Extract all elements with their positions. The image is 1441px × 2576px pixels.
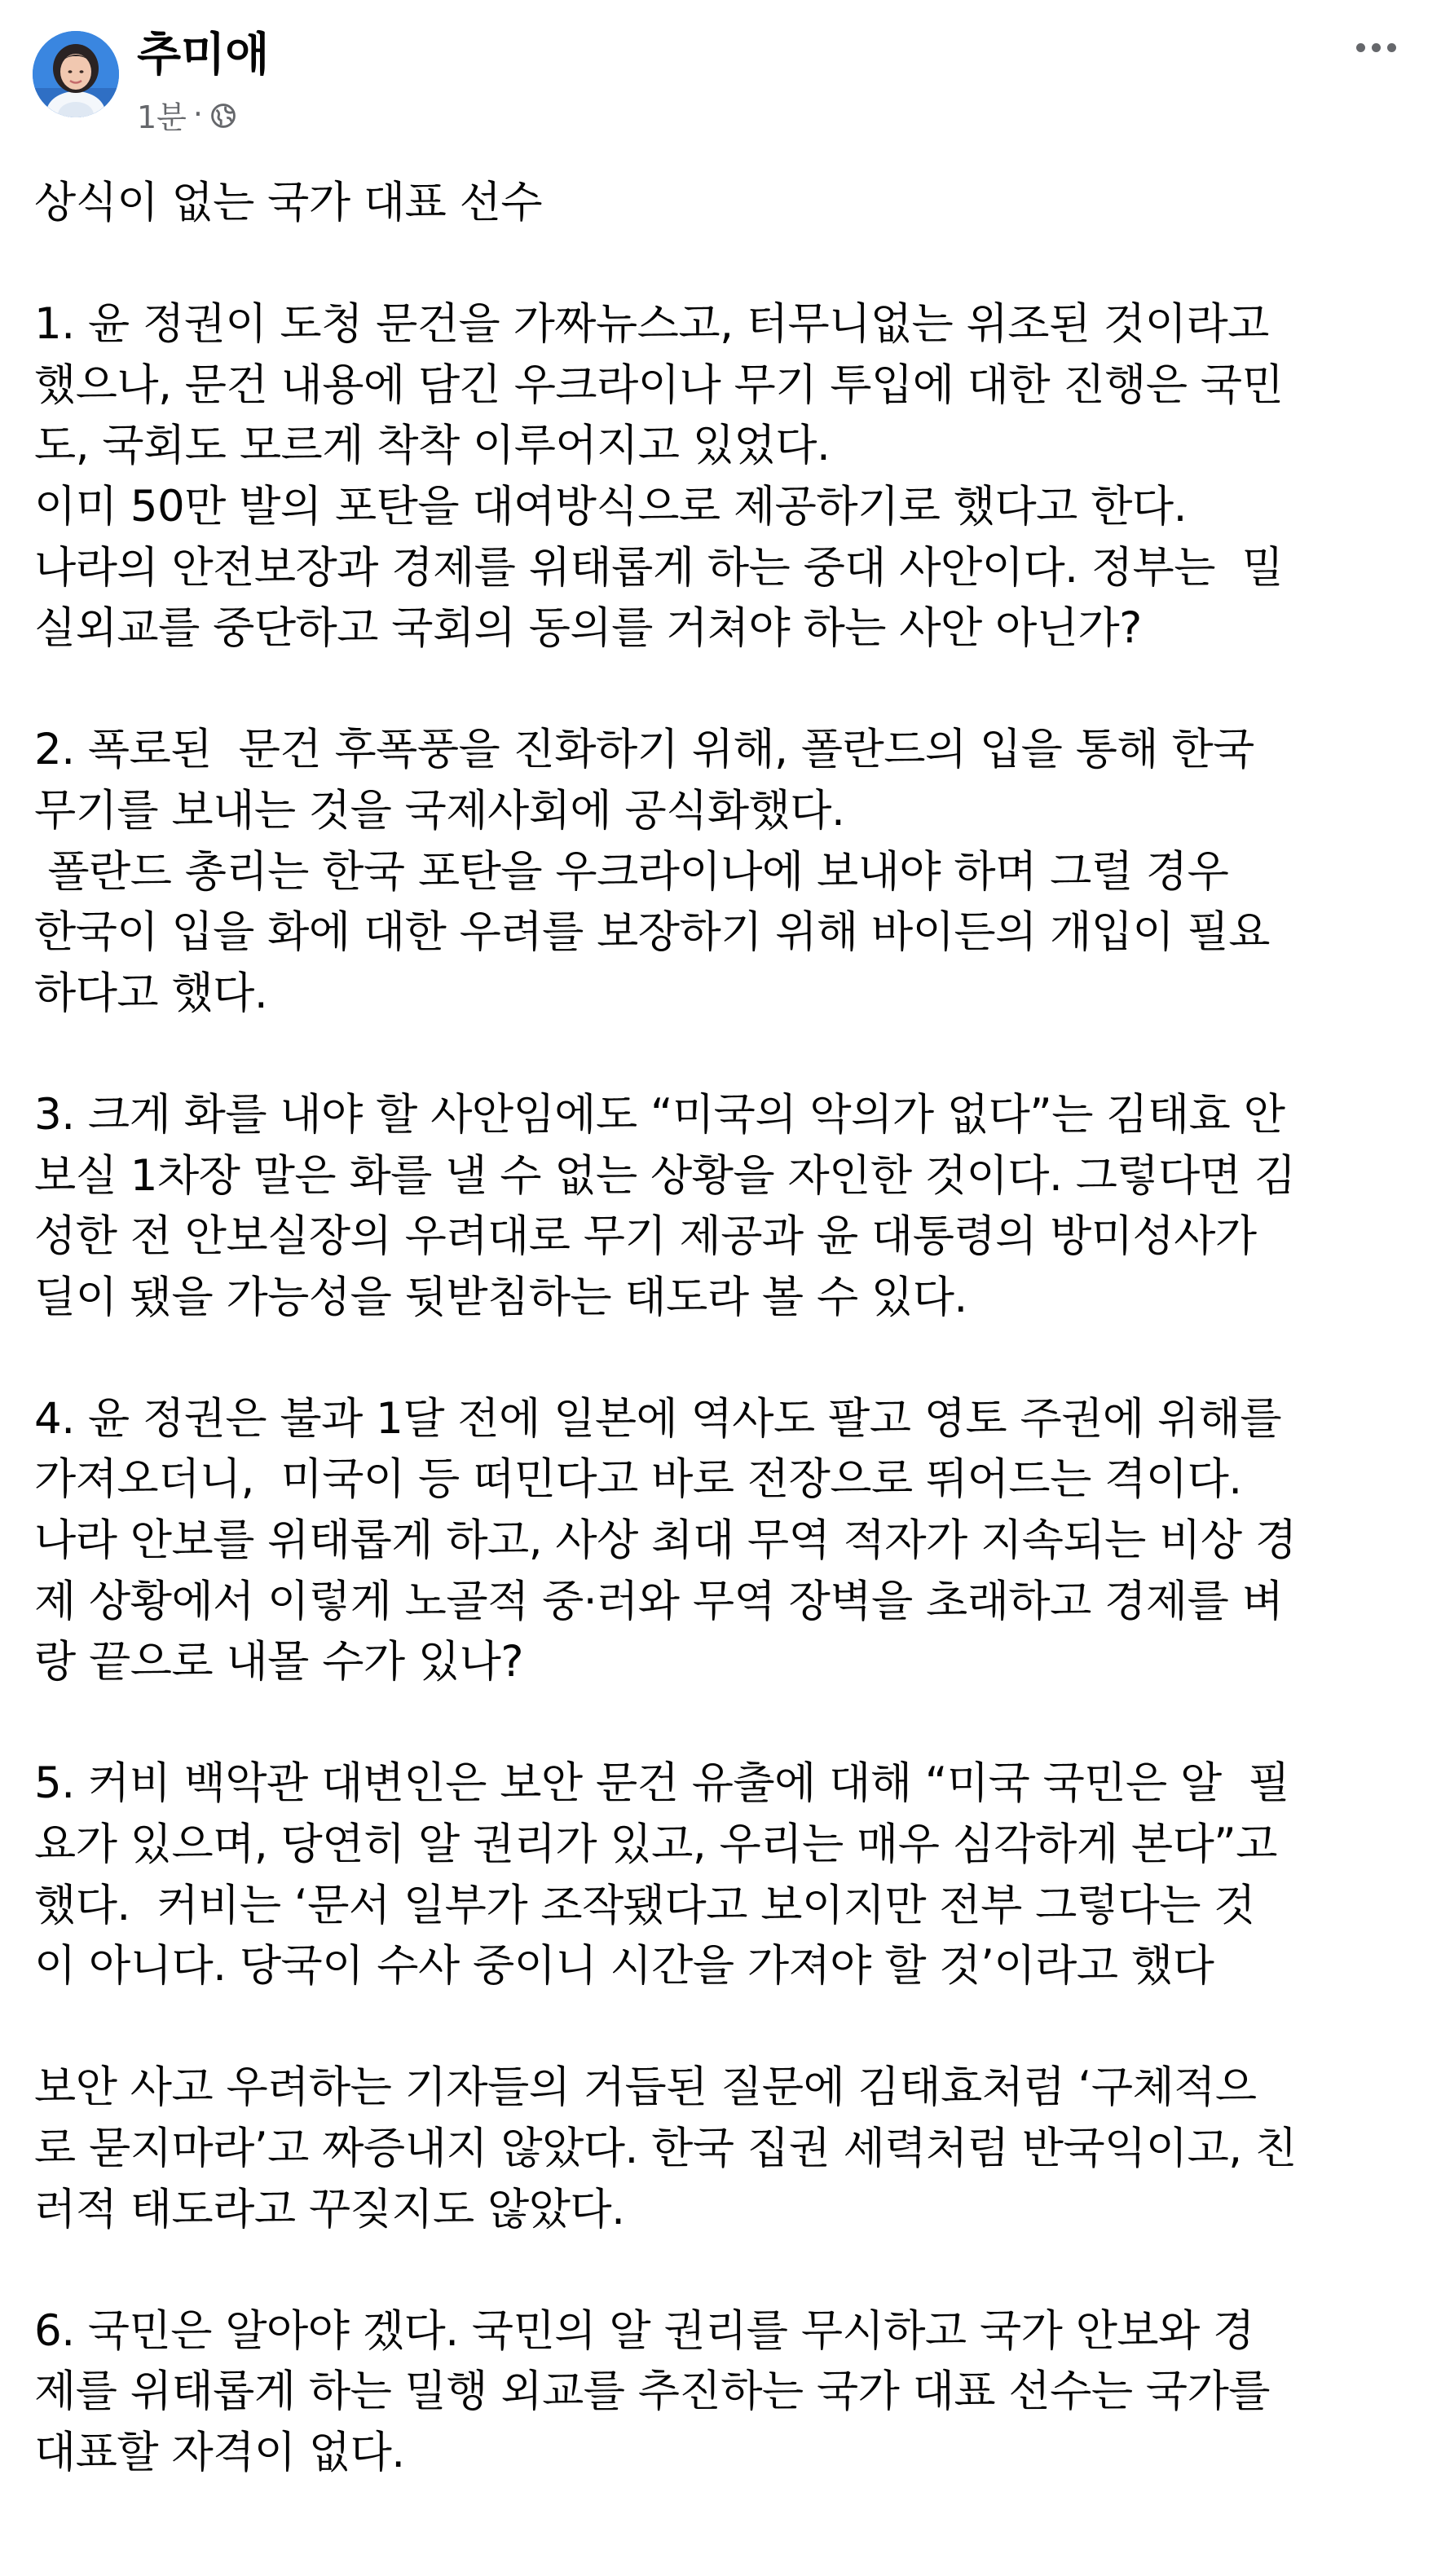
paragraph-gap [34, 1693, 1420, 1754]
post-time[interactable]: 1분 [137, 99, 187, 135]
post-text-line: 랑 끝으로 내몰 수가 있나? [34, 1637, 523, 1687]
post-text-line: 5. 커비 백악관 대변인은 보안 문건 유출에 대해 “미국 국민은 알 필 [34, 1758, 1290, 1809]
post-text-line: 요가 있으며, 당연히 알 권리가 있고, 우리는 매우 심각하게 본다”고 [34, 1820, 1277, 1870]
post-paragraph [34, 2301, 1420, 2484]
post-text-line: 러적 태도라고 꾸짖지도 않았다. [34, 2184, 625, 2234]
post-text-line: 했다. 커비는 ‘문서 일부가 조작됐다고 보이지만 전부 그렇다는 것 [34, 1880, 1255, 1930]
post-text-line: 나라의 안전보장과 경제를 위태롭게 하는 중대 사안이다. 정부는 밀 [34, 542, 1284, 593]
post-text-line: 하다고 했다. [34, 968, 268, 1018]
post-text-line: 한국이 입을 화에 대한 우려를 보장하기 위해 바이든의 개입이 필요 [34, 907, 1270, 958]
post-paragraph [34, 1389, 1420, 1693]
post-text-line: 가져오더니, 미국이 등 떠민다고 바로 전장으로 뛰어드는 격이다. [34, 1454, 1242, 1505]
paragraph-gap [34, 1328, 1420, 1389]
post-paragraph [34, 294, 1420, 659]
post-text-line: 1. 윤 정권이 도청 문건을 가짜뉴스고, 터무니없는 위조된 것이라고 [34, 299, 1269, 350]
post-text-line: 2. 폭로된 문건 후폭풍을 진화하기 위해, 폴란드의 입을 통해 한국 [34, 725, 1254, 775]
more-horizontal-icon [1356, 43, 1365, 52]
paragraph-gap [34, 2240, 1420, 2301]
post-text-line: 로 묻지마라’고 짜증내지 않았다. 한국 집권 세력처럼 반국익이고, 친 [34, 2124, 1297, 2173]
post-header [0, 0, 1441, 155]
post-body [34, 173, 1420, 2484]
globe-icon[interactable] [209, 101, 237, 129]
paragraph-gap [34, 1024, 1420, 1085]
post-text-line: 성한 전 안보실장의 우려대로 무기 제공과 윤 대통령의 방미성사가 [34, 1211, 1257, 1262]
post-text-line: 나라 안보를 위태롭게 하고, 사상 최대 무역 적자가 지속되는 비상 경 [34, 1515, 1297, 1566]
post-text-line: 보안 사고 우려하는 기자들의 거듭된 질문에 김태효처럼 ‘구체적으 [34, 2062, 1257, 2113]
post-text-line: 3. 크게 화를 내야 할 사안임에도 “미국의 악의가 없다”는 김태효 안 [34, 1089, 1285, 1140]
post-text-line: 이 아니다. 당국이 수사 중이니 시간을 가져야 할 것’이라고 했다 [34, 1941, 1214, 1992]
author-avatar[interactable] [33, 31, 119, 117]
author-name[interactable]: 추미애 [137, 29, 270, 82]
meta-separator: · [192, 96, 203, 132]
post-paragraph [34, 2058, 1420, 2240]
post-text-line: 보실 1차장 말은 화를 낼 수 없는 상황을 자인한 것이다. 그렇다면 김 [34, 1150, 1296, 1201]
post-text-line: 무기를 보내는 것을 국제사회에 공식화했다. [34, 785, 845, 836]
post-text-line: 4. 윤 정권은 불과 1달 전에 일본에 역사도 팔고 영토 주권에 위해를 [34, 1393, 1282, 1444]
post-text-line: 제 상황에서 이렇게 노골적 중·러와 무역 장벽을 초래하고 경제를 벼 [34, 1576, 1284, 1626]
post-text-line: 대표할 자격이 없다. [34, 2427, 405, 2477]
paragraph-gap [34, 659, 1420, 721]
post-text-line: 6. 국민은 알아야 겠다. 국민의 알 권리를 무시하고 국가 안보와 경 [34, 2305, 1254, 2356]
post-text-line: 도, 국회도 모르게 착착 이루어지고 있었다. [34, 421, 831, 471]
more-options-button[interactable] [1337, 24, 1415, 70]
paragraph-gap [34, 1997, 1420, 2058]
post-meta [137, 96, 237, 135]
post-text-line: 했으나, 문건 내용에 담긴 우크라이나 무기 투입에 대한 진행은 국민 [34, 359, 1284, 410]
post-text-line: 이미 50만 발의 포탄을 대여방식으로 제공하기로 했다고 한다. [34, 481, 1187, 532]
post-text-line: 폴란드 총리는 한국 포탄을 우크라이나에 보내야 하며 그럴 경우 [34, 846, 1229, 897]
post-paragraph [34, 1753, 1420, 1996]
post-text-line: 딜이 됐을 가능성을 뒷받침하는 태도라 볼 수 있다. [34, 1272, 967, 1322]
post-paragraph [34, 720, 1420, 1024]
post-text-line: 제를 위태롭게 하는 밀행 외교를 추진하는 국가 대표 선수는 국가를 [34, 2366, 1270, 2417]
post-paragraph [34, 173, 1420, 234]
post-text-line: 실외교를 중단하고 국회의 동의를 거쳐야 하는 사안 아닌가? [34, 603, 1142, 654]
post-paragraph [34, 1085, 1420, 1328]
paragraph-gap [34, 234, 1420, 295]
post-text-line: 상식이 없는 국가 대표 선수 [34, 178, 543, 227]
